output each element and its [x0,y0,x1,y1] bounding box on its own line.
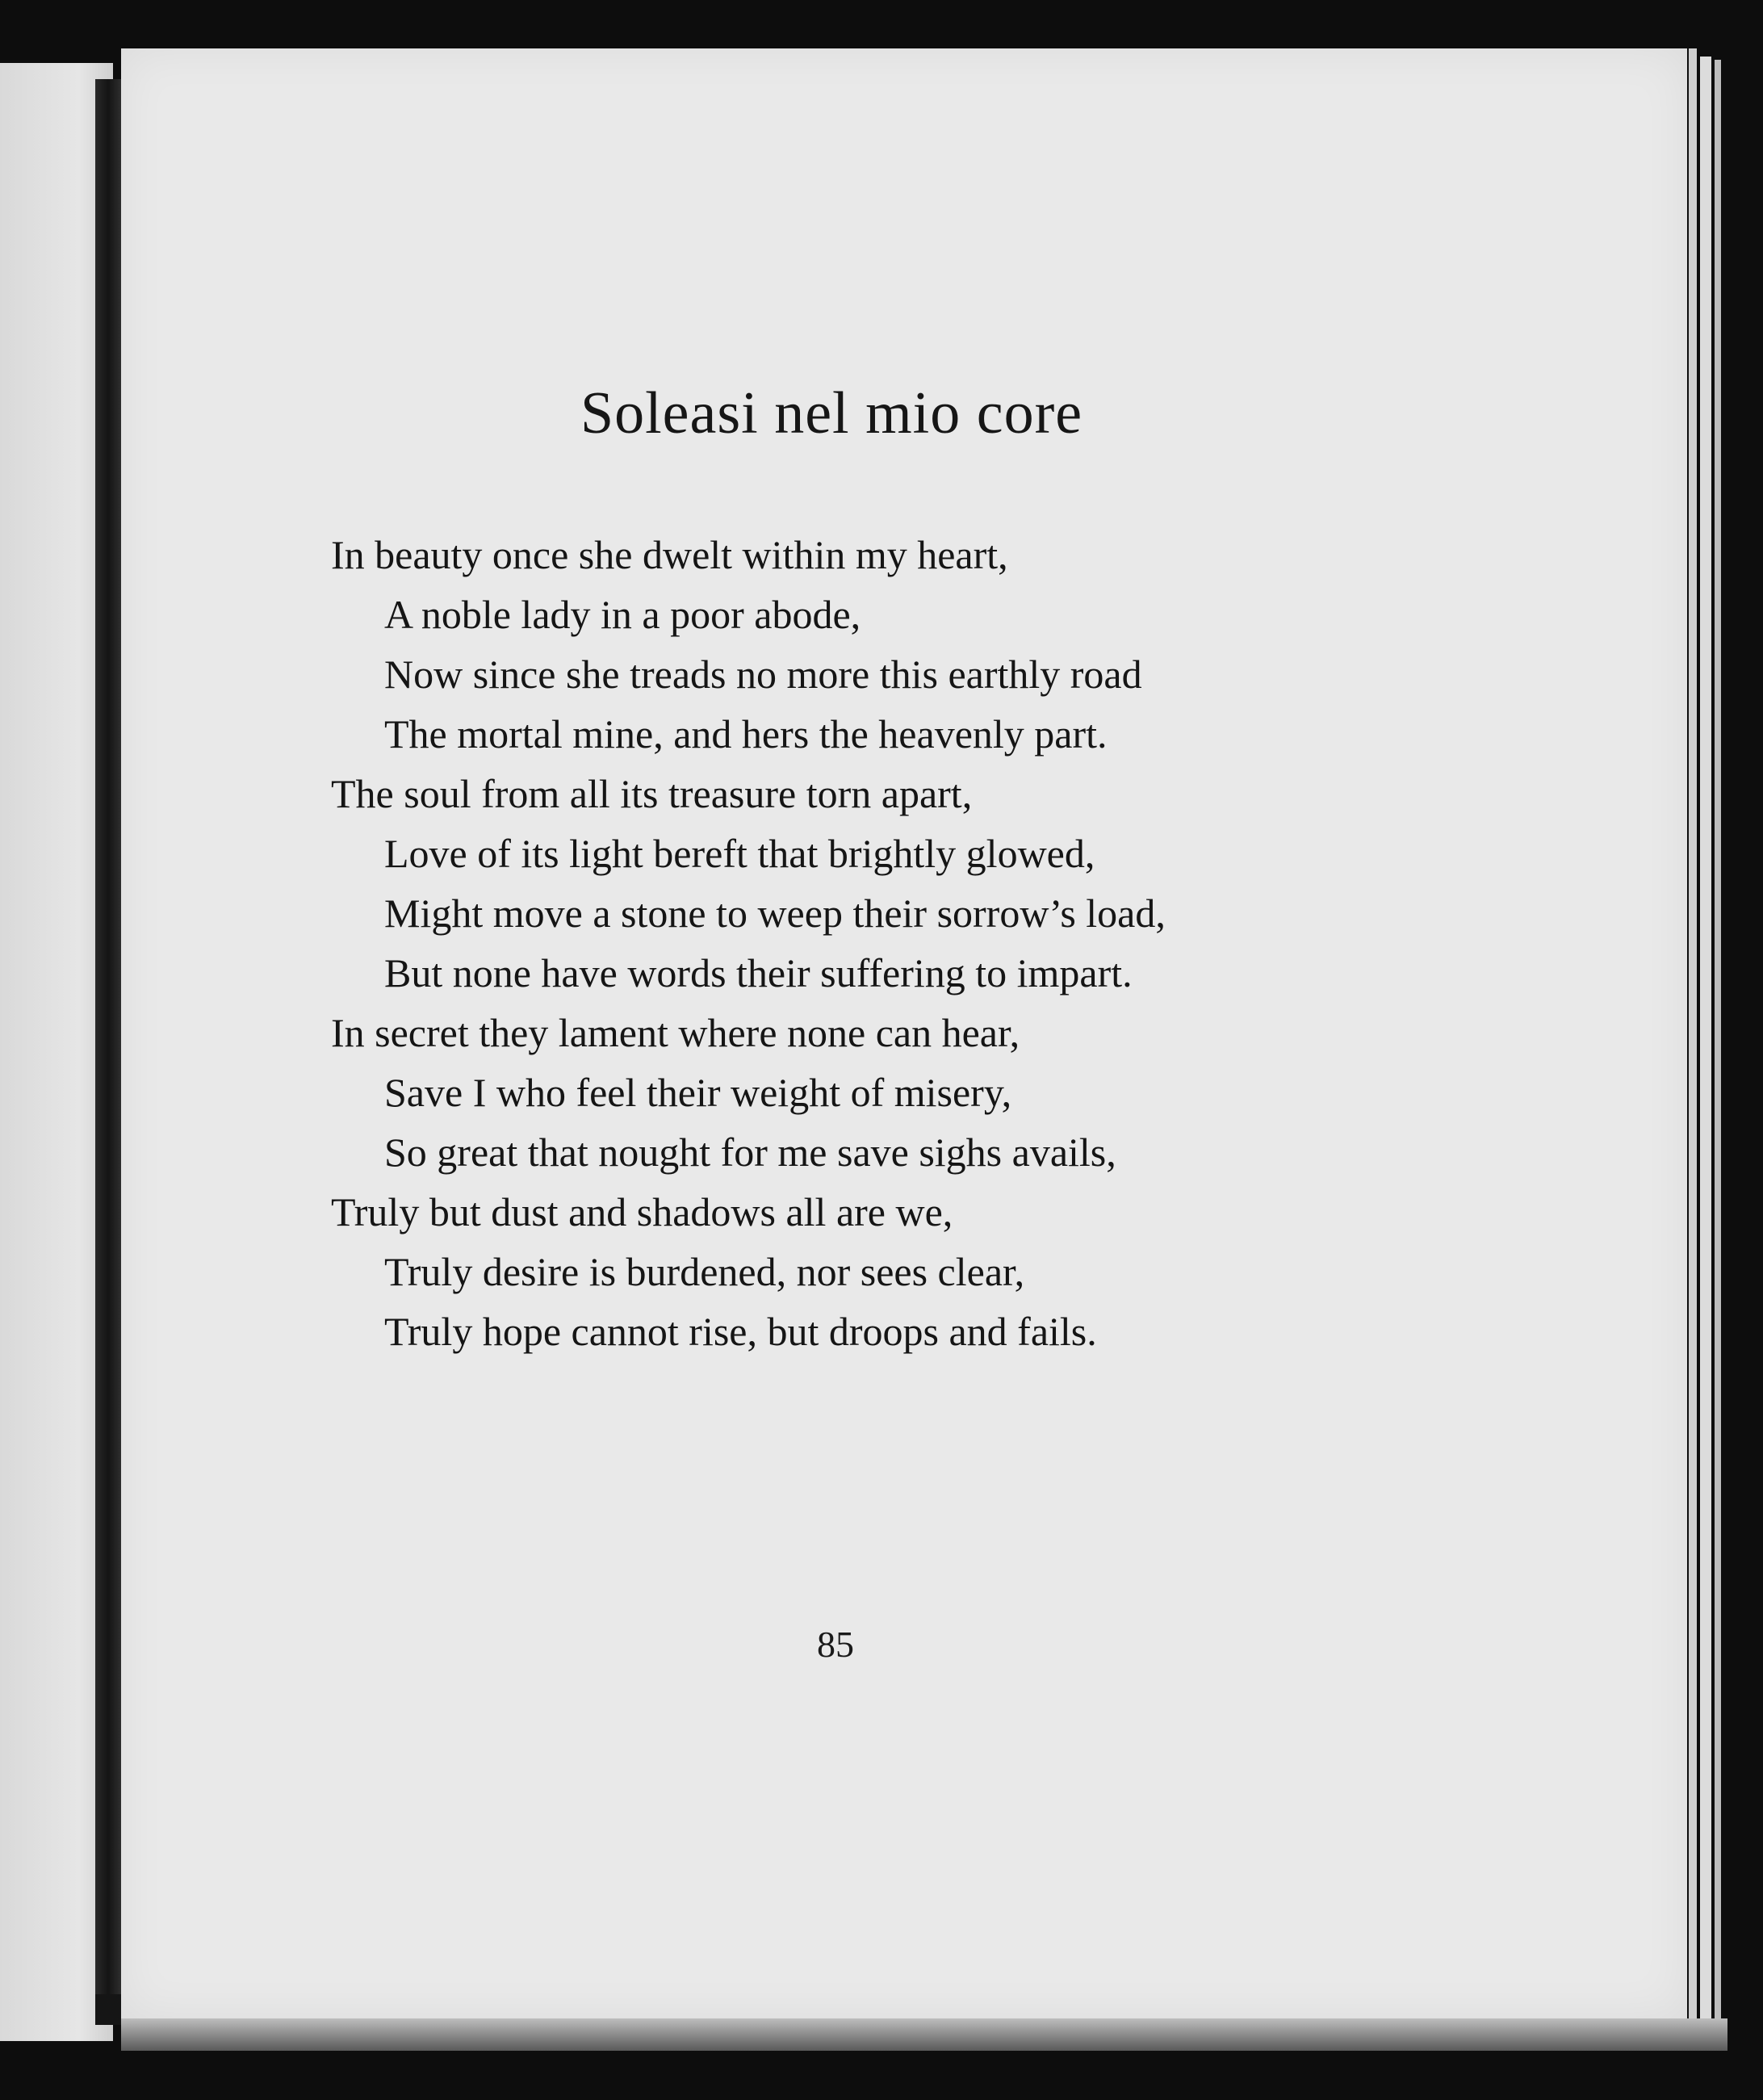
poem-line: Truly but dust and shadows all are we, [331,1189,953,1234]
poem-line: Save I who feel their weight of misery, [384,1070,1012,1115]
poem-line: The mortal mine, and hers the heavenly part. [384,711,1108,757]
poem-line: The soul from all its treasure torn apart, [331,771,973,816]
poem-line: Truly hope cannot rise, but droops and fails. [384,1309,1097,1354]
poem-title: Soleasi nel mio core [580,380,1083,446]
poem-body [331,525,1623,1361]
page-edge [1715,60,1721,2020]
poem-line: Might move a stone to weep their sorrow’s load, [384,891,1166,936]
poem-line: In beauty once she dwelt within my heart, [331,532,1008,577]
poem-line: In secret they lament where none can hear, [331,1010,1020,1055]
poem-line: A noble lady in a poor abode, [384,592,861,637]
poem-line: But none have words their suffering to impart. [384,950,1133,996]
page-bottom-shadow [121,2018,1727,2051]
poem-line: So great that nought for me save sighs avails, [384,1130,1116,1175]
poem-line: Now since she treads no more this earthly road [384,652,1142,697]
page-number: 85 [817,1624,854,1665]
poem-line: Love of its light bereft that brightly glowed, [384,831,1095,876]
poem-line: Truly desire is burdened, nor sees clear, [384,1249,1025,1294]
page-edge [1689,48,1697,2018]
page-edge [1700,57,1711,2022]
